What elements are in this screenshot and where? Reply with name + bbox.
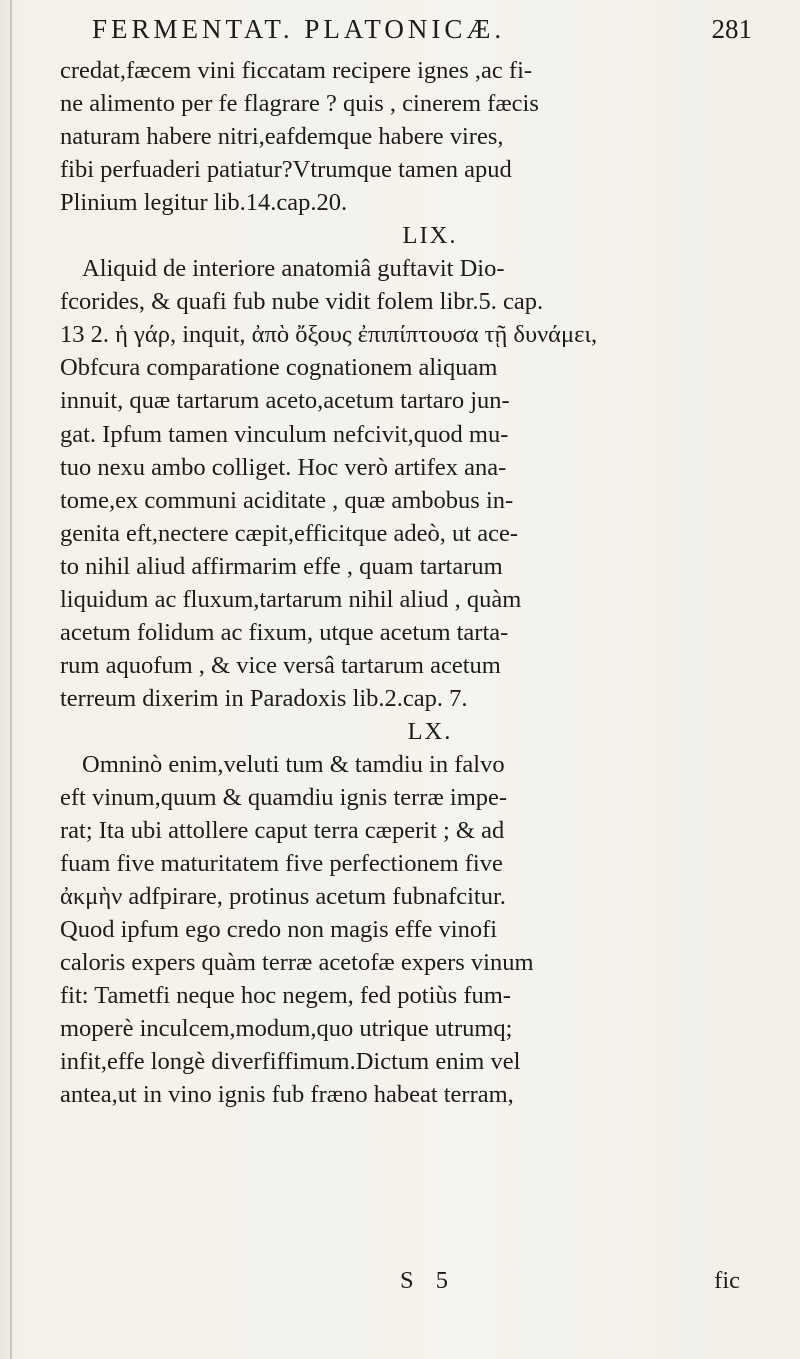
text-line: gat. Ipfum tamen vinculum nefcivit,quod mu- — [60, 420, 509, 448]
text-line: liquidum ac fluxum,tartarum nihil aliud , quàm — [60, 585, 522, 613]
text-line: tome,ex communi aciditate , quæ ambobus in- — [60, 486, 514, 514]
text-line: genita eft,nectere cæpit,efficitque adeò, ut ace- — [60, 519, 518, 547]
running-title: FERMENTAT. PLATONICÆ. — [92, 14, 506, 44]
text-line: tuo nexu ambo colliget. Hoc verò artifex ana- — [60, 453, 507, 481]
text-line: rat; Ita ubi attollere caput terra cæperit ; & ad — [60, 817, 505, 845]
text-line: Plinium legitur lib.14.cap.20. — [60, 189, 348, 217]
text-line: eft vinum,quum & quamdiu ignis terræ impe- — [60, 784, 508, 812]
page-footer — [60, 1267, 740, 1303]
text-line: 13 2. ἡ γάρ, inquit, ἀπὸ ὄξους ἐπιπίπτουσα τῇ δυνάμει, — [60, 321, 598, 349]
text-line: innuit, quæ tartarum aceto,acetum tartaro jun- — [60, 387, 510, 415]
text-line: infit,effe longè diverfiffimum.Dictum enim vel — [60, 1048, 521, 1076]
body-text — [60, 54, 760, 1112]
running-head — [92, 14, 752, 54]
binding-gutter — [10, 0, 12, 1359]
text-line: to nihil aliud affirmarim effe , quam tartarum — [60, 552, 503, 580]
text-line: Aliquid de interiore anatomiâ guftavit Dio- — [82, 255, 505, 283]
text-line: Omninò enim,veluti tum & tamdiu in falvo — [82, 750, 505, 778]
section-heading: LX. — [407, 717, 453, 745]
text-line: moperè inculcem,modum,quo utrique utrumq; — [60, 1015, 513, 1043]
text-line: acetum folidum ac fixum, utque acetum tarta- — [60, 618, 509, 646]
text-line: rum aquofum , & vice versâ tartarum acetum — [60, 651, 501, 679]
text-line: fit: Tametfi neque hoc negem, fed potiùs fum- — [60, 982, 511, 1010]
page-number: 281 — [711, 14, 752, 44]
text-line: caloris expers quàm terræ acetofæ expers vinum — [60, 949, 534, 977]
text-line: ne alimento per fe flagrare ? quis , cinerem fæcis — [60, 90, 539, 118]
text-line: fcorides, & quafi fub nube vidit folem libr.5. cap. — [60, 288, 544, 316]
text-line: antea,ut in vino ignis fub fræno habeat terram, — [60, 1081, 514, 1109]
section-heading: LIX. — [402, 222, 458, 250]
text-line: fuam five maturitatem five perfectionem five — [60, 850, 503, 878]
text-line: credat,fæcem vini ficcatam recipere ignes ,ac fi- — [60, 57, 533, 84]
text-line: ἀκμὴν adfpirare, protinus acetum fubnafcitur. — [60, 883, 506, 911]
text-line: terreum dixerim in Paradoxis lib.2.cap. 7. — [60, 684, 468, 712]
text-line: Obfcura comparatione cognationem aliquam — [60, 354, 498, 382]
text-line: Quod ipfum ego credo non magis effe vinofi — [60, 916, 498, 944]
signature-mark: S 5 — [400, 1267, 457, 1294]
text-line: fibi perfuaderi patiatur?Vtrumque tamen apud — [60, 156, 512, 184]
catchword: fic — [714, 1267, 740, 1294]
text-line: naturam habere nitri,eafdemque habere vires, — [60, 123, 504, 151]
